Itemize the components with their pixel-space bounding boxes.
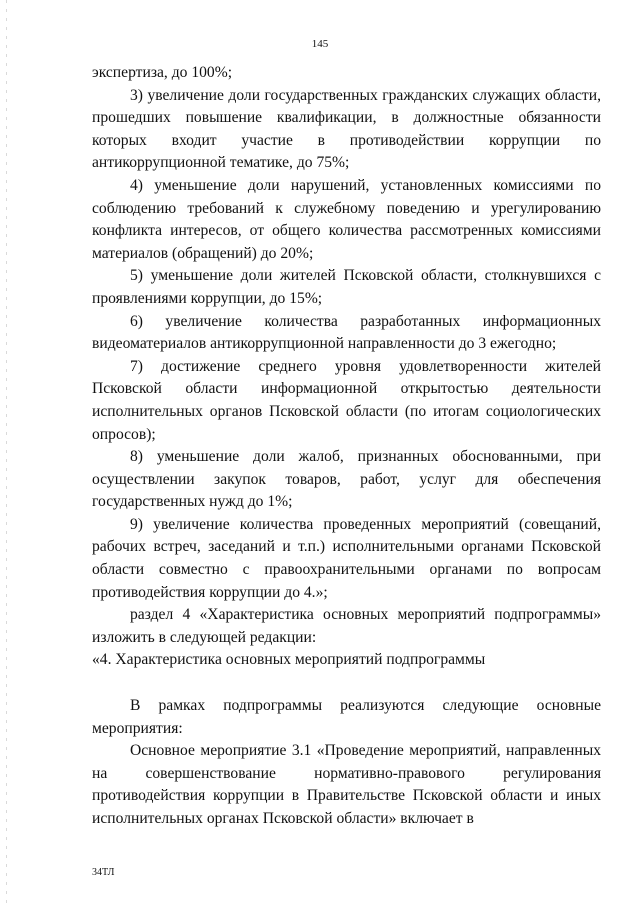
section-heading: «4. Характеристика основных мероприятий подпрограммы bbox=[92, 651, 486, 669]
paragraph-section-instruction: раздел 4 «Характеристика основных мероприятий подпрограммы» изложить в следующей редакции: bbox=[92, 606, 601, 646]
paragraph-item-3: 3) увеличение доли государственных гражданских служащих области, прошедших повышение квалификации, в должностные обязанности которых входит участие в противодействии коррупции по антикоррупционной тематике, до 75%; bbox=[92, 86, 601, 172]
paragraph-item-7: 7) достижение среднего уровня удовлетворенности жителей Псковской области информационной открытостью деятельности исполнительных органов Псковской области (по итогам социологических опросов); bbox=[92, 357, 601, 443]
footer-document-code: 34ТЛ bbox=[92, 867, 115, 878]
paragraph-item-5: 5) уменьшение доли жителей Псковской области, столкнувшихся с проявлениями коррупции, до 15%; bbox=[92, 267, 601, 307]
page-number: 145 bbox=[311, 38, 329, 50]
document-body bbox=[92, 62, 601, 831]
paragraph-item-9: 9) увеличение количества проведенных мероприятий (совещаний, рабочих встреч, заседаний и т.п.) исполнительными органами Псковской области совместно с правоохранительными органами по вопросам противодействия коррупции до 4.»; bbox=[92, 515, 601, 601]
paragraph-item-6: 6) увеличение количества разработанных информационных видеоматериалов антикоррупционной направленности до 3 ежегодно; bbox=[92, 312, 601, 353]
paragraph-item-4: 4) уменьшение доли нарушений, установленных комиссиями по соблюдению требований к служебному поведению и урегулированию конфликта интересов, от общего количества рассмотренных комиссиями материалов (обращений) до 20%; bbox=[92, 176, 601, 262]
paragraph-intro-measures: В рамках подпрограммы реализуются следующие основные мероприятия: bbox=[92, 697, 601, 737]
scan-edge-mark bbox=[6, 0, 7, 905]
paragraph-item-8: 8) уменьшение доли жалоб, признанных обоснованными, при осуществлении закупок товаров, работ, услуг для обеспечения государственных нужд до 1%; bbox=[92, 448, 601, 511]
paragraph-measure-3-1: Основное мероприятие 3.1 «Проведение мероприятий, направленных на совершенствование нормативно-правового регулирования противодействия коррупции в Правительстве Псковской области и иных исполнительных органах Псковской области» включает в bbox=[92, 742, 601, 827]
paragraph-continuation: экспертиза, до 100%; bbox=[92, 64, 233, 81]
